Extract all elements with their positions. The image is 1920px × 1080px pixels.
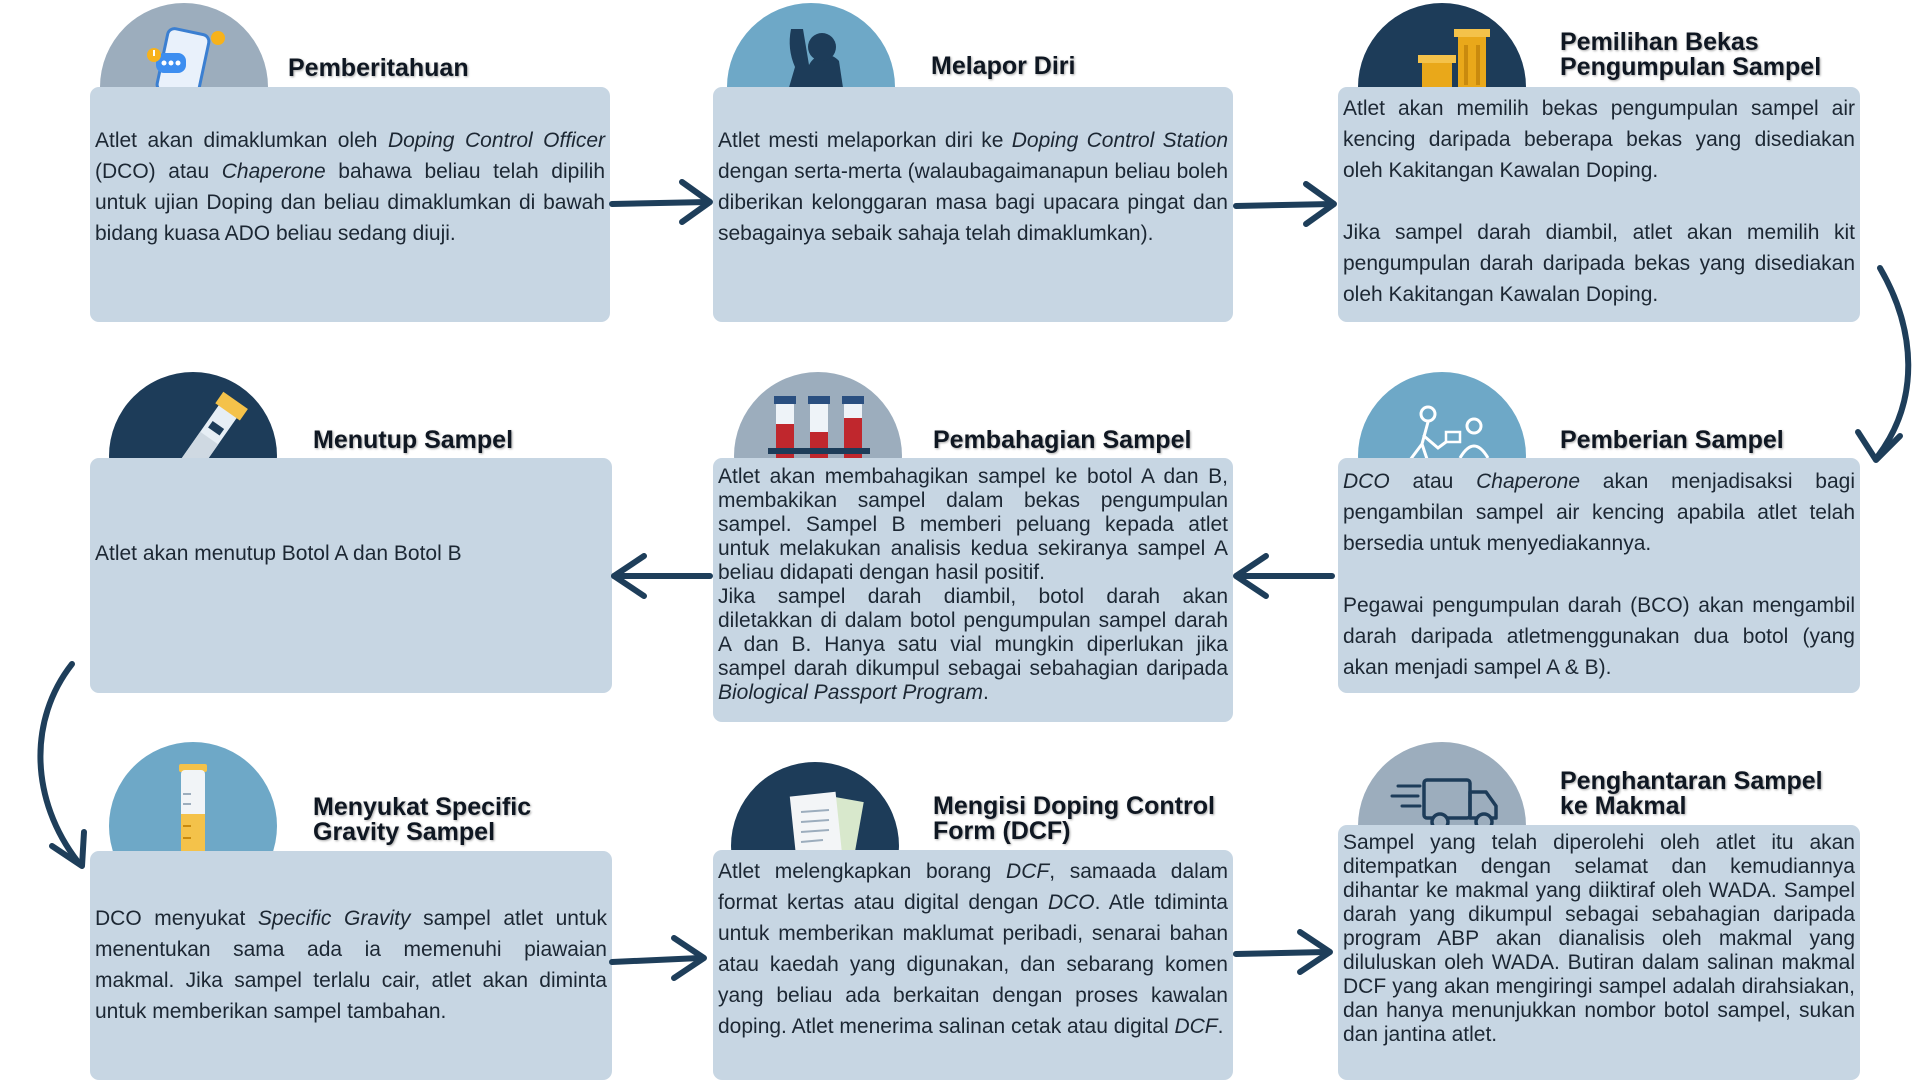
step-paragraph	[1343, 590, 1855, 683]
step-description	[1343, 466, 1855, 683]
text-run: Atlet akan memilih bekas pengumpulan sampel air kencing daripada beberapa bekas yang disediakan oleh Kakitangan Kawalan Doping.	[1343, 97, 1855, 182]
step-pemberian-sampel	[1338, 372, 1860, 693]
italic-term: Doping Control Officer	[387, 129, 605, 152]
step-pembahagian-sampel	[713, 372, 1233, 722]
step-title-line: Menutup Sampel	[313, 426, 514, 454]
step-melapor-diri	[713, 0, 1233, 322]
step-title-line: Melapor Diri	[931, 52, 1076, 80]
step-title-line: Mengisi Doping Control	[933, 792, 1215, 820]
step-title	[931, 54, 1075, 79]
arrow-right-8-to-9	[1236, 932, 1330, 972]
step-title	[288, 56, 469, 81]
arrow-right-2-to-3	[1236, 184, 1334, 224]
text-run: Jika sampel darah diambil, botol darah akan diletakkan di dalam botol pengumpulan sampel darah A dan B. Hanya satu vial mungkin diperlukan jika sampel darah dikumpul sebagai sebahagian daripada	[718, 585, 1228, 680]
arrow-curve-3-to-4	[1858, 268, 1908, 460]
step-title-line: Menyukat Specific	[313, 793, 532, 821]
step-card	[713, 458, 1233, 722]
step-paragraph	[718, 125, 1228, 249]
text-run: , samaada dalam format kertas atau digital dengan	[718, 860, 1228, 914]
text-run: .	[1217, 1015, 1224, 1038]
text-run: Atlet melengkapkan borang	[718, 860, 1007, 883]
arrow-curve-6-to-7	[40, 664, 84, 866]
step-description	[95, 538, 607, 569]
italic-term: DCF	[1006, 860, 1050, 883]
step-title-line: Pemberitahuan	[288, 54, 469, 82]
step-description	[718, 125, 1228, 249]
step-title-line: Form (DCF)	[933, 817, 1071, 845]
step-paragraph	[718, 856, 1228, 1042]
step-paragraph	[1343, 831, 1855, 1047]
text-run: Jika sampel darah diambil, atlet akan memilih kit pengumpulan darah daripada bekas yang disediakan oleh Kakitangan Kawalan Doping.	[1343, 221, 1855, 306]
step-description	[95, 125, 605, 249]
step-title-line: Pemberian Sampel	[1560, 426, 1784, 454]
step-paragraph	[1343, 466, 1855, 559]
text-run: bahawa beliau telah dipilih untuk ujian Doping dan beliau dimaklumkan di bawah bidang kuasa ADO beliau sedang diuji.	[95, 160, 605, 245]
step-paragraph	[95, 125, 605, 249]
step-title-line: Penghantaran Sampel	[1560, 767, 1823, 795]
step-title	[1560, 428, 1784, 453]
step-title-line: ke Makmal	[1560, 792, 1687, 820]
step-card	[713, 850, 1233, 1080]
text-run: . Atle tdiminta untuk memberikan maklumat peribadi, senarai bahan atau kaedah yang digunakan, dan sebarang komen yang beliau ada berkaitan dengan proses kawalan doping. Atlet menerima salinan cetak atau digital	[718, 891, 1228, 1038]
text-run: sampel atlet untuk menentukan sama ada ia memenuhi piawaian makmal. Jika sampel terlalu cair, atlet akan diminta untuk memberikan sampel tambahan.	[95, 907, 607, 1023]
italic-term: Biological Passport Program	[718, 681, 983, 704]
italic-term: DCO	[1047, 891, 1095, 914]
italic-term: Chaperone	[1476, 470, 1581, 493]
step-title	[1560, 769, 1823, 819]
step-description	[718, 465, 1228, 705]
step-title	[313, 795, 531, 845]
step-paragraph	[718, 465, 1228, 585]
step-pemilihan-bekas	[1338, 0, 1860, 322]
step-description	[718, 856, 1228, 1042]
text-run: Atlet akan menutup Botol A dan Botol B	[95, 542, 462, 565]
arrow-right-7-to-8	[612, 938, 704, 978]
step-title	[933, 428, 1191, 453]
step-card	[1338, 825, 1860, 1080]
step-title	[1560, 30, 1821, 80]
step-paragraph	[95, 538, 607, 569]
text-run: atau	[1389, 470, 1477, 493]
italic-term: DCF	[1174, 1015, 1218, 1038]
text-run: Atlet mesti melaporkan diri ke	[718, 129, 1012, 152]
step-pemberitahuan	[90, 0, 610, 322]
step-paragraph	[1343, 93, 1855, 186]
step-title	[933, 794, 1215, 844]
step-title	[313, 428, 513, 453]
step-title-line: Pengumpulan Sampel	[1560, 53, 1822, 81]
step-mengisi-dcf	[713, 762, 1233, 1080]
step-title-line: Gravity Sampel	[313, 818, 496, 846]
step-description	[1343, 831, 1855, 1047]
step-paragraph	[1343, 217, 1855, 310]
text-run: Sampel yang telah diperolehi oleh atlet itu akan ditempatkan dengan selamat dan kemudiannya dihantar ke makmal yang diiktiraf oleh WADA. Sampel darah yang dikumpul sebagai sebahagian daripada program ABP akan dianalisis oleh makmal yang diluluskan oleh WADA. Butiran dalam salinan makmal DCF yang akan mengiringi sampel adalah dirahsiakan, dan hanya menunjukkan nombor botol sampel, sukan dan jantina atlet.	[1343, 831, 1855, 1046]
step-menyukat-specific-gravity	[90, 742, 612, 1080]
step-title-line: Pembahagian Sampel	[933, 426, 1192, 454]
italic-term: Doping Control Station	[1011, 129, 1229, 152]
step-paragraph	[95, 903, 607, 1027]
step-description	[95, 903, 607, 1027]
text-run: Pegawai pengumpulan darah (BCO) akan mengambil darah daripada atletmenggunakan dua botol (yang akan menjadi sampel A & B).	[1343, 594, 1855, 679]
arrow-left-5-to-6	[614, 556, 710, 596]
text-run: (DCO) atau	[95, 160, 222, 183]
step-card	[90, 851, 612, 1080]
italic-term: DCO	[1343, 470, 1390, 493]
step-card	[1338, 458, 1860, 693]
step-card	[90, 87, 610, 322]
text-run: .	[982, 681, 989, 704]
text-run: akan menjadisaksi bagi pengambilan sampel air kencing apabila atlet telah bersedia untuk menyediakannya.	[1343, 470, 1855, 555]
italic-term: Specific Gravity	[257, 907, 411, 930]
step-paragraph	[718, 585, 1228, 705]
step-card	[713, 87, 1233, 322]
arrow-left-4-to-5	[1236, 556, 1332, 596]
text-run: DCO menyukat	[95, 907, 258, 930]
step-menutup-sampel	[90, 372, 612, 693]
italic-term: Chaperone	[221, 160, 326, 183]
step-description	[1343, 93, 1855, 310]
step-card	[90, 458, 612, 693]
step-title-line: Pemilihan Bekas	[1560, 28, 1759, 56]
arrow-right-1-to-2	[612, 182, 710, 222]
text-run: Atlet akan dimaklumkan oleh	[95, 129, 388, 152]
text-run: dengan serta-merta (walaubagaimanapun beliau boleh diberikan kelonggaran masa bagi upacara pingat dan sebagainya sebaik sahaja telah dimaklumkan).	[718, 160, 1228, 245]
step-penghantaran-sampel	[1338, 742, 1860, 1080]
text-run: Atlet akan membahagikan sampel ke botol A dan B, membakikan sampel dalam bekas pengumpulan sampel. Sampel B memberi peluang kepada atlet untuk melakukan analisis kedua sekiranya sampel A beliau didapati dengan hasil positif.	[718, 465, 1228, 584]
step-card	[1338, 87, 1860, 322]
